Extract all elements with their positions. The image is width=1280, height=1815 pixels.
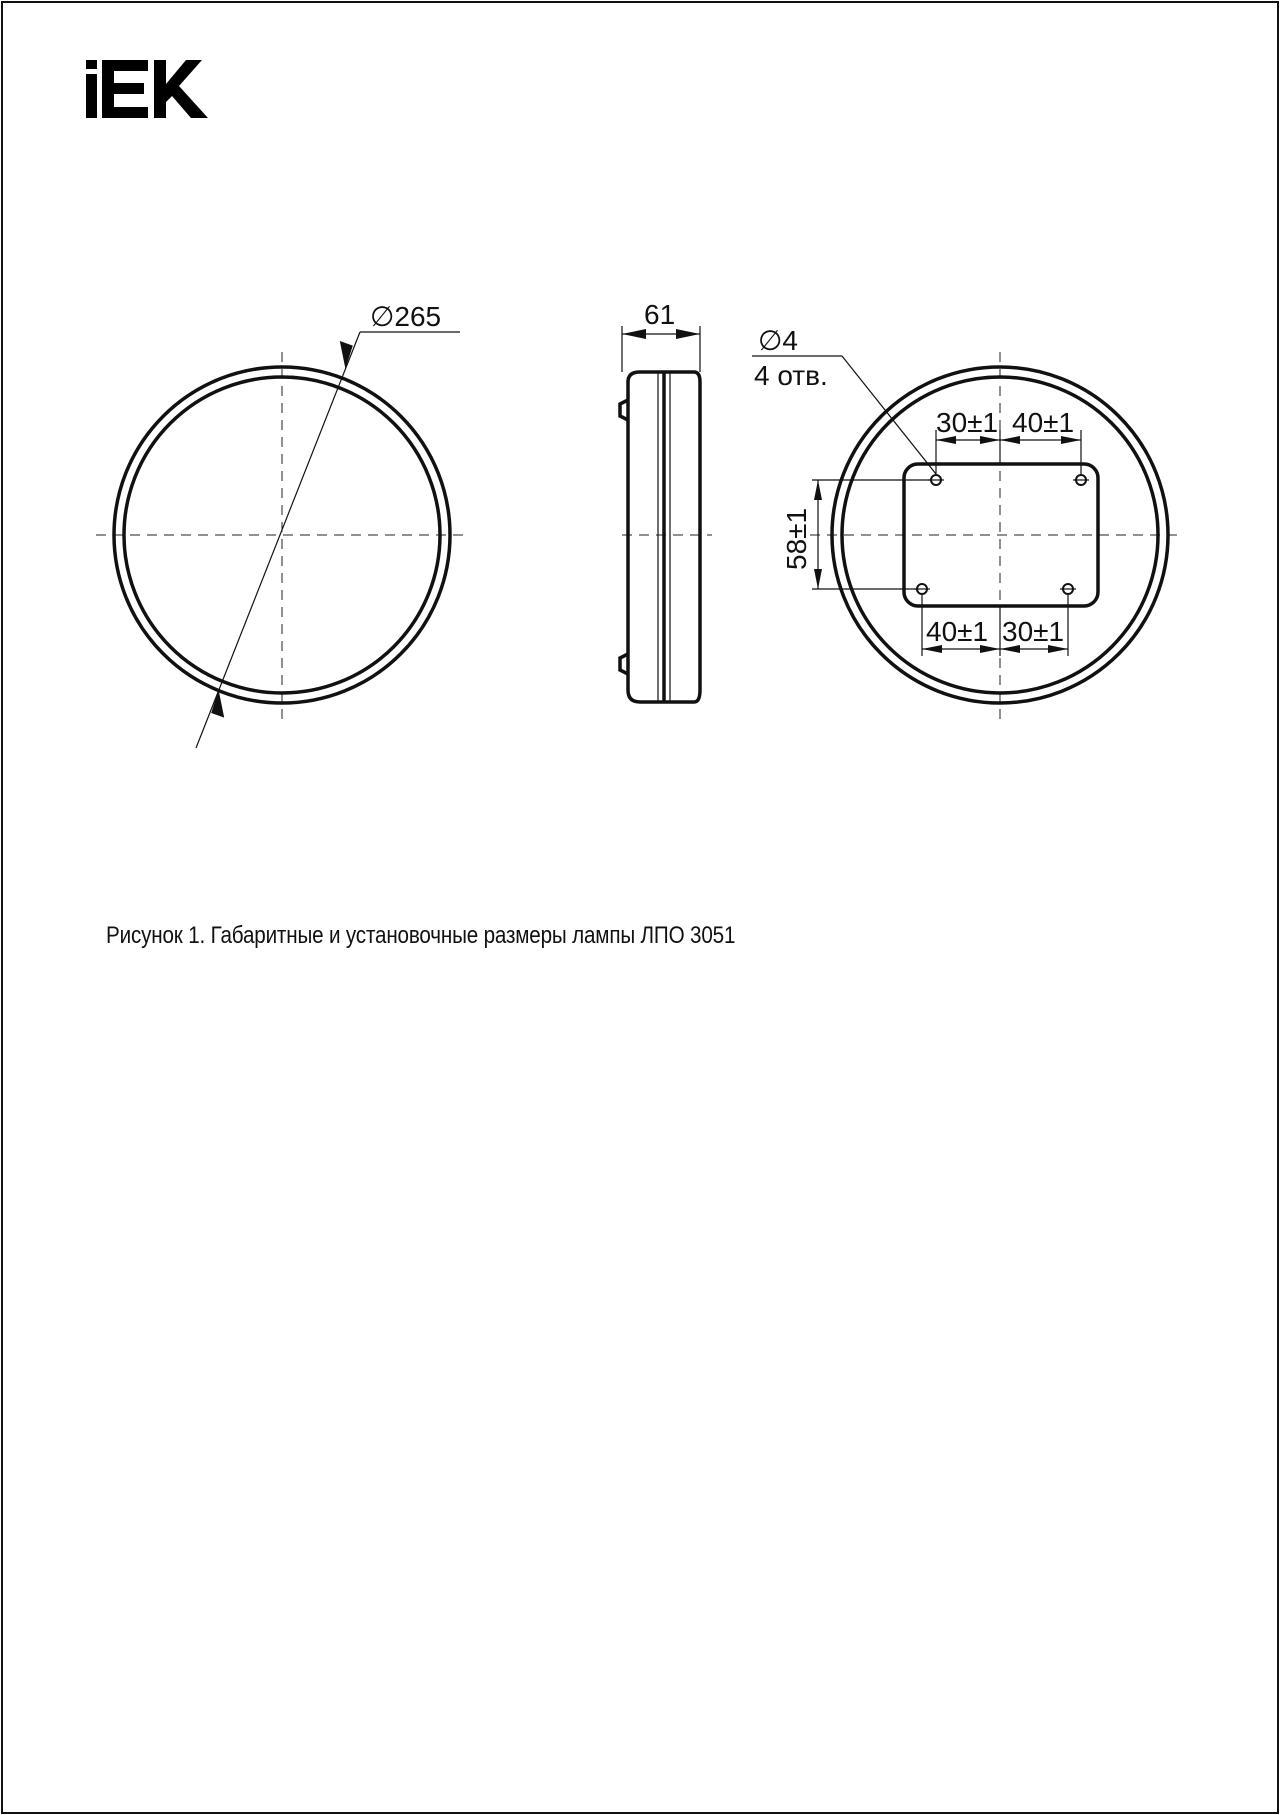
hole-leader-line	[842, 356, 936, 474]
diameter-label: ∅265	[370, 301, 442, 332]
hole-diameter-label: ∅4	[758, 325, 798, 356]
width-arrow-right	[676, 329, 700, 339]
width-label: 61	[644, 299, 676, 330]
page-border	[2, 2, 1278, 1813]
front-view	[96, 301, 464, 748]
figure-caption: Рисунок 1. Габаритные и установочные размеры лампы ЛПО 3051	[106, 922, 736, 949]
top-left-offset-label: 30±1	[936, 407, 999, 438]
vertical-spacing-label: 58±1	[781, 507, 812, 570]
bottom-right-offset-label: 30±1	[1002, 616, 1065, 647]
back-view	[752, 325, 1184, 722]
iek-logo	[86, 60, 210, 118]
diameter-leader-line	[196, 332, 360, 748]
side-view	[620, 299, 712, 702]
top-right-offset-label: 40±1	[1012, 407, 1075, 438]
width-arrow-left	[622, 329, 646, 339]
hole-count-label: 4 отв.	[754, 360, 828, 391]
bottom-left-offset-label: 40±1	[926, 616, 989, 647]
